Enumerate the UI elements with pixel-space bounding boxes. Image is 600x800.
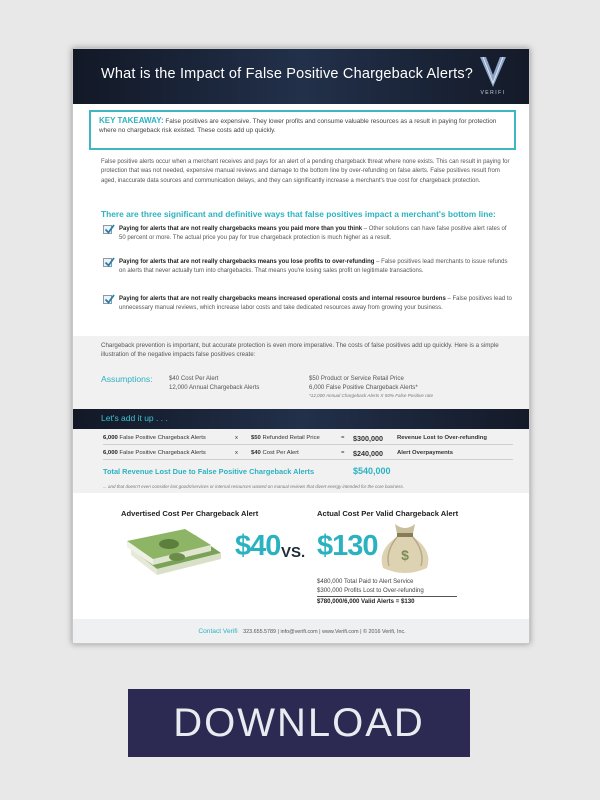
add-it-up-bar — [73, 409, 530, 429]
impact-item-title: Paying for alerts that are not really chargebacks means you lose profits to over-refunding — [119, 259, 375, 265]
row-quantity: 6,000 — [103, 435, 118, 441]
assumption-line: 12,000 Annual Chargeback Alerts — [169, 384, 260, 391]
assumptions-col-1 — [169, 374, 259, 392]
total-label: Total Revenue Lost Due to False Positive Chargeback Alerts — [103, 467, 315, 476]
total-value: $540,000 — [353, 466, 391, 476]
impact-item — [103, 295, 513, 313]
row-price: $40 — [251, 450, 261, 456]
money-bag-icon — [373, 520, 437, 581]
row-result-label: Alert Overpayments — [397, 450, 453, 456]
document-header — [73, 49, 529, 104]
total-footnote: ... and that doesn't even consider lost goods/services or internal resources wasted on manual reviews that divert energy intended for the core business. — [103, 484, 405, 489]
assumptions-footnote: *12,000 Annual Chargeback Alerts X 50% False Positive rate — [309, 393, 434, 398]
row-result: $300,000 — [353, 434, 383, 443]
svg-text:$: $ — [401, 547, 409, 563]
impact-item-text: – Other solutions can have false positive alert rates of 50 percent or more. The actual price you pay for true chargeback protection is much higher as a result. — [119, 226, 507, 241]
document-footer — [73, 619, 530, 644]
money-stack-icon — [125, 527, 225, 582]
breakdown-line: $300,000 Profits Lost to Over-refunding — [317, 586, 457, 597]
versus-label: VS. — [281, 544, 306, 561]
row-quantity-label: False Positive Chargeback Alerts — [119, 435, 206, 441]
assumption-line: $40 Cost Per Alert — [169, 375, 219, 382]
actual-cost-breakdown — [317, 577, 457, 607]
intro-paragraph: False positive alerts occur when a merchant receives and pays for an alert of a pending chargeback threat where none exists. This can result in paying for protection that was not needed, expensive manual reviews and damage to the bottom line by over-refunding on false alerts. False positives result from aged, inaccurate data sources and communication delays, and they can significantly increase a merchant's true cost for chargeback protection. — [101, 159, 510, 184]
verifi-logo — [473, 55, 513, 99]
row-result-label: Revenue Lost to Over-refunding — [397, 435, 488, 441]
impact-heading: There are three significant and definitive ways that false positives impact a merchant's bottom line: — [101, 209, 496, 219]
assumptions-col-2 — [309, 374, 418, 392]
row-equals: = — [341, 435, 345, 441]
key-takeaway-label: KEY TAKEAWAY: — [99, 116, 164, 125]
contact-details: 323.655.5789 | info@verifi.com | www.Verifi.com | © 2016 Verifi, Inc. — [243, 629, 406, 635]
impact-item-title: Paying for alerts that are not really chargebacks means you paid more than you think — [119, 226, 363, 232]
advertised-cost-title: Advertised Cost Per Chargeback Alert — [121, 509, 259, 518]
breakdown-total: $780,000/6,000 Valid Alerts = $130 — [317, 598, 415, 606]
document-title: What is the Impact of False Positive Chargeback Alerts? — [101, 66, 474, 82]
actual-cost-title: Actual Cost Per Valid Chargeback Alert — [317, 509, 459, 518]
row-operator: x — [235, 435, 238, 441]
row-quantity: 6,000 — [103, 450, 118, 456]
impact-item — [103, 225, 513, 243]
verifi-v-icon — [478, 55, 508, 89]
checkbox-icon — [103, 295, 112, 304]
calculation-row — [103, 433, 513, 445]
download-button[interactable]: DOWNLOAD — [128, 689, 470, 757]
row-price-label: Cost Per Alert — [262, 450, 299, 456]
calculation-row — [103, 448, 513, 460]
row-quantity-label: False Positive Chargeback Alerts — [119, 450, 206, 456]
impact-item-title: Paying for alerts that are not really chargebacks means increased operational costs and internal resource burdens — [119, 296, 446, 302]
checkbox-icon — [103, 225, 112, 234]
assumption-line: $50 Product or Service Retail Price — [309, 375, 404, 382]
key-takeaway-text: False positives are expensive. They lower profits and consume valuable resources as a result in paying for protection where no chargeback risk existed. These costs add up quickly. — [99, 118, 497, 134]
checkbox-icon — [103, 258, 112, 267]
logo-wordmark: VERIFI — [480, 90, 506, 96]
impact-item-text: – False positives lead to unnecessary manual reviews, which increase labor costs and take dedicated resources away from growing your business. — [119, 296, 512, 311]
breakdown-line: $480,000 Total Paid to Alert Service — [317, 578, 414, 585]
row-equals: = — [341, 450, 345, 456]
assumption-line: 6,000 False Positive Chargeback Alerts* — [309, 384, 418, 391]
add-it-up-heading: Let's add it up . . . — [101, 413, 168, 423]
impact-item-text: – False positives lead merchants to issue refunds on alerts that never actually turn into chargebacks. That means you're losing sales profit on legitimate transactions. — [119, 259, 508, 274]
document-preview — [72, 48, 530, 644]
row-price-label: Refunded Retail Price — [262, 435, 320, 441]
row-operator: x — [235, 450, 238, 456]
row-result: $240,000 — [353, 449, 383, 458]
illustration-intro: Chargeback prevention is important, but accurate protection is even more imperative. The costs of false positives add up quickly. Here is a simple illustration of the negative impacts false positives create: — [101, 342, 499, 358]
key-takeaway-box — [89, 110, 516, 150]
row-price: $50 — [251, 435, 261, 441]
impact-item — [103, 258, 513, 276]
contact-label: Contact Verifi — [198, 628, 238, 635]
actual-cost-value: $130 — [317, 530, 378, 562]
advertised-cost-value: $40 — [235, 530, 281, 562]
assumptions-label: Assumptions: — [101, 374, 153, 384]
